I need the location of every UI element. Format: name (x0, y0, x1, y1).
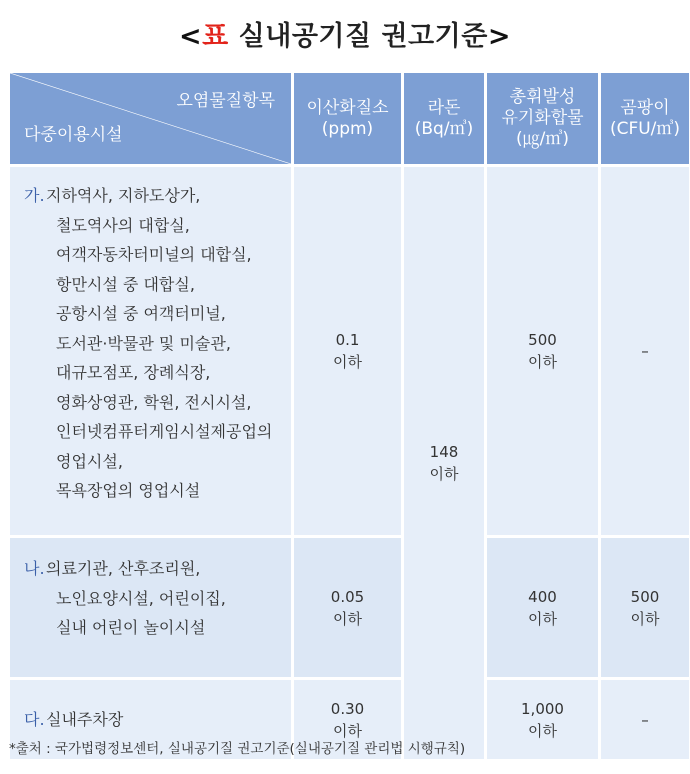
facility-line: 영업시설, (56, 451, 123, 471)
tvoc-cell (487, 538, 598, 677)
facility-line: 도서관·박물관 및 미술관, (56, 333, 231, 353)
mold-cell (601, 167, 689, 535)
mold-cell (601, 680, 689, 759)
facility-line: 지하역사, 지하도상가, (46, 186, 201, 205)
facility-line: 인터넷컴퓨터게임시설제공업의 (56, 422, 273, 441)
tvoc-value: 1,000 (521, 699, 564, 718)
facility-line: 대규모점포, 장례식장, (56, 363, 211, 382)
no2-value: 0.05 (330, 587, 365, 606)
no2-cell (294, 538, 401, 677)
column-header-no2-unit: (ppm) (321, 118, 374, 139)
column-header-mold-name: 곰팡이 (620, 97, 670, 118)
column-header-radon-name: 라돈 (427, 97, 461, 118)
page-title (0, 14, 690, 53)
table-row (10, 167, 689, 535)
table-row (10, 538, 689, 677)
column-header-tvoc (487, 73, 598, 164)
column-header-tvoc-unit: (㎍/㎥) (516, 129, 569, 149)
table-header-row (10, 73, 689, 164)
no2-unit: 이하 (333, 609, 362, 628)
column-header-no2 (294, 73, 401, 164)
no2-unit: 이하 (333, 721, 362, 740)
tvoc-value: 400 (528, 587, 557, 606)
column-header-mold (601, 73, 689, 164)
row-marker: 가. (24, 186, 45, 205)
facility-line: 노인요양시설, 어린이집, (56, 588, 226, 608)
radon-unit: 이하 (429, 465, 459, 483)
title-text: 실내공기질 권고기준 (228, 21, 488, 52)
radon-cell (404, 167, 484, 759)
tvoc-unit: 이하 (528, 721, 557, 740)
diagonal-divider (10, 73, 291, 164)
mold-value: – (641, 710, 649, 729)
facility-axis-label: 다중이용시설 (24, 125, 123, 145)
mold-unit: 이하 (630, 609, 660, 628)
source-note: *출처 : 국가법령정보센터, 실내공기질 권고기준(실내공기질 관리법 시행규칙) (9, 741, 466, 757)
title-marker: 표 (202, 21, 229, 52)
facility-line: 항만시설 중 대합실, (56, 274, 195, 294)
no2-value: 0.30 (330, 699, 365, 718)
facility-cell (10, 167, 291, 535)
tvoc-unit: 이하 (528, 353, 557, 371)
column-header-radon-unit: (Bq/㎥) (414, 118, 474, 139)
no2-cell (294, 167, 401, 535)
tvoc-unit: 이하 (528, 609, 557, 628)
title-close-bracket: > (487, 21, 511, 52)
tvoc-cell (487, 167, 598, 535)
facility-line: 여객자동차터미널의 대합실, (56, 245, 252, 264)
facility-line: 목욕장업의 영업시설 (56, 481, 201, 500)
title-open-bracket: < (179, 21, 203, 52)
column-header-no2-name: 이산화질소 (306, 97, 389, 118)
indoor-air-standard-table (7, 70, 690, 762)
no2-unit: 이하 (333, 353, 362, 371)
column-header-tvoc-name-2: 유기화합물 (501, 108, 584, 128)
column-header-tvoc-name-1: 총휘발성 (509, 87, 576, 107)
radon-value: 148 (429, 443, 459, 461)
facility-line: 공항시설 중 여객터미널, (56, 304, 226, 323)
tvoc-cell (487, 680, 598, 759)
facility-cell (10, 538, 291, 677)
column-header-radon (404, 73, 484, 164)
pollutant-axis-label: 오염물질항목 (176, 91, 275, 111)
tvoc-value: 500 (528, 331, 557, 349)
mold-cell (601, 538, 689, 677)
column-header-mold-unit: (CFU/㎥) (609, 118, 681, 139)
row-marker: 나. (24, 559, 45, 578)
diagonal-header-cell (10, 73, 291, 164)
facility-line: 실내주차장 (46, 709, 124, 729)
facility-line: 영화상영관, 학원, 전시시설, (56, 392, 252, 412)
no2-value: 0.1 (335, 331, 360, 349)
mold-value: 500 (630, 587, 660, 606)
facility-line: 실내 어린이 놀이시설 (56, 618, 206, 637)
row-marker: 다. (24, 709, 45, 729)
mold-value: – (641, 342, 649, 360)
facility-line: 철도역사의 대합실, (56, 215, 190, 235)
facility-line: 의료기관, 산후조리원, (46, 559, 201, 578)
